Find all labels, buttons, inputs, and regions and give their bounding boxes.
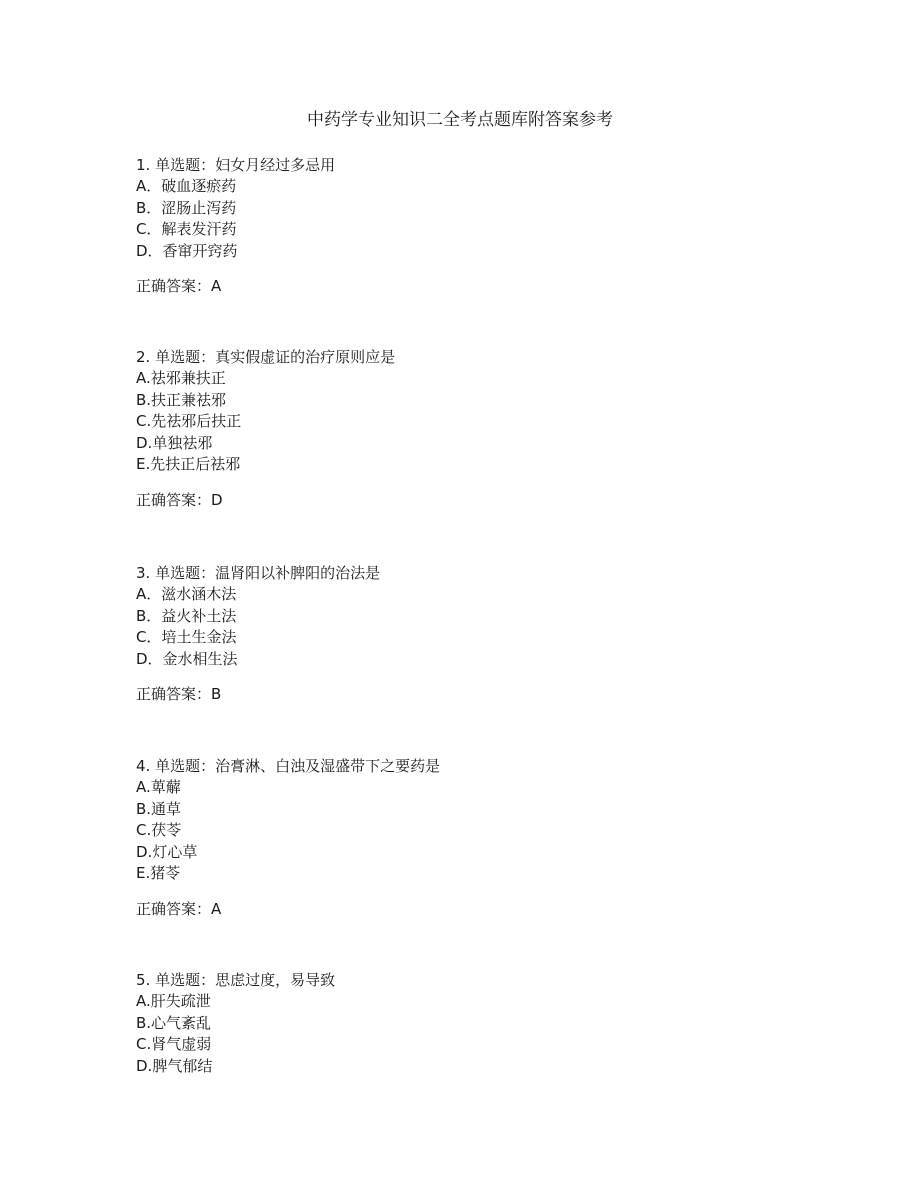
option-a: A．滋水涵木法 — [136, 585, 237, 604]
option-b: B．涩肠止泻药 — [136, 198, 237, 217]
correct-answer: 正确答案：D — [136, 490, 223, 509]
option-a: A.萆薢 — [136, 778, 181, 797]
question-stem: 2. 单选题：真实假虚证的治疗原则应是 — [136, 348, 396, 366]
question-5 — [136, 970, 335, 1077]
option-e: E.猪苓 — [136, 863, 181, 882]
option-d: D．金水相生法 — [136, 649, 238, 668]
option-d: D.脾气郁结 — [136, 1056, 213, 1075]
question-stem: 1. 单选题：妇女月经过多忌用 — [136, 156, 336, 174]
page-title: 中药学专业知识二全考点题库附答案参考 — [307, 110, 613, 130]
option-b: B.通草 — [136, 799, 182, 818]
question-1 — [136, 155, 335, 298]
question-3 — [136, 563, 380, 706]
correct-answer: 正确答案：B — [136, 685, 222, 704]
option-e: E.先扶正后祛邪 — [136, 454, 241, 473]
option-a: A.祛邪兼扶正 — [136, 369, 226, 388]
option-c: C.茯苓 — [136, 821, 182, 840]
option-c: C．培土生金法 — [136, 628, 237, 647]
option-c: C．解表发汗药 — [136, 220, 237, 239]
option-c: C.肾气虚弱 — [136, 1035, 212, 1054]
option-a: A.肝失疏泄 — [136, 992, 211, 1011]
question-2 — [136, 347, 395, 511]
option-b: B．益火补土法 — [136, 606, 237, 625]
question-4 — [136, 756, 440, 920]
option-a: A．破血逐瘀药 — [136, 177, 237, 196]
option-b: B.扶正兼祛邪 — [136, 390, 227, 409]
option-d: D．香窜开窍药 — [136, 241, 238, 260]
question-stem: 5. 单选题：思虑过度，易导致 — [136, 971, 336, 989]
option-b: B.心气紊乱 — [136, 1013, 212, 1032]
correct-answer: 正确答案：A — [136, 277, 222, 296]
option-d: D.单独祛邪 — [136, 433, 213, 452]
question-stem: 3. 单选题：温肾阳以补脾阳的治法是 — [136, 564, 381, 582]
correct-answer: 正确答案：A — [136, 899, 222, 918]
option-d: D.灯心草 — [136, 842, 198, 861]
option-c: C.先祛邪后扶正 — [136, 412, 242, 431]
question-stem: 4. 单选题：治膏淋、白浊及湿盛带下之要药是 — [136, 757, 441, 775]
